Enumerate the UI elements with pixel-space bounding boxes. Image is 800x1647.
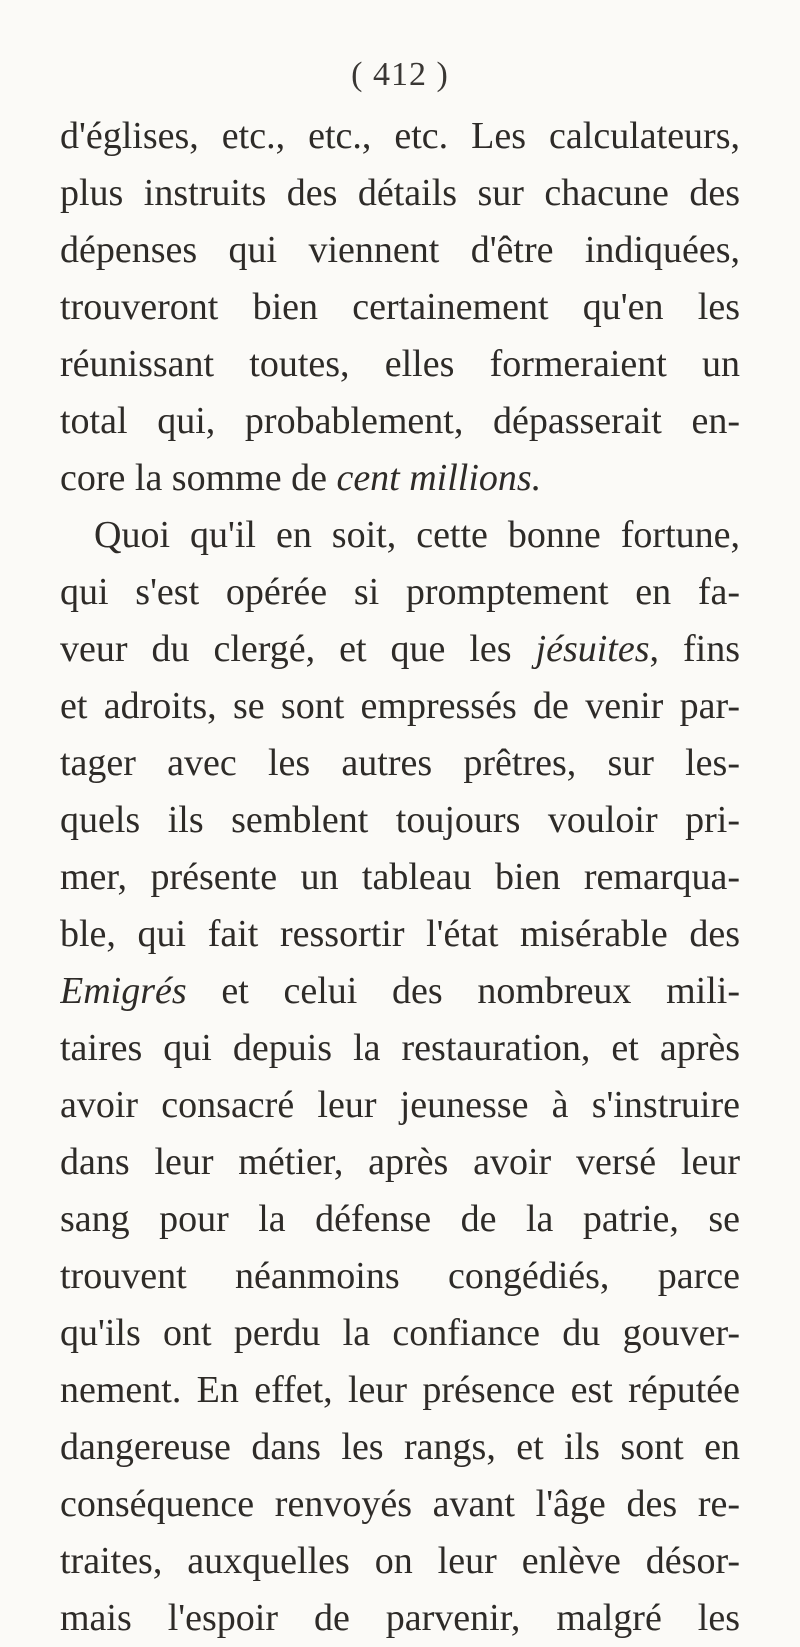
italic-phrase: cent millions.	[336, 457, 542, 499]
text-segment: , fins	[649, 628, 740, 670]
text-line: quels ils semblent toujours vouloir pri-	[60, 799, 740, 841]
text-line: mais l'espoir de parvenir, malgré les	[60, 1597, 740, 1639]
page-number: ( 412 )	[351, 56, 449, 93]
text-line: dépenses qui viennent d'être indiquées,	[60, 229, 740, 271]
text-line: trouvent néanmoins congédiés, parce	[60, 1255, 740, 1297]
text-line: trouveront bien certainement qu'en les	[60, 286, 740, 328]
text-line	[60, 963, 740, 1020]
text-line: taires qui depuis la restauration, et après	[60, 1027, 740, 1069]
text-line: conséquence renvoyés avant l'âge des re-	[60, 1483, 740, 1525]
text-line: dans leur métier, après avoir versé leur	[60, 1141, 740, 1183]
text-line: total qui, probablement, dépasserait en-	[60, 400, 740, 442]
text-line: d'églises, etc., etc., etc. Les calculateurs,	[60, 115, 740, 157]
text-line: réunissant toutes, elles formeraient un	[60, 343, 740, 385]
text-line: nement. En effet, leur présence est réputée	[60, 1369, 740, 1411]
paragraph-start-line: Quoi qu'il en soit, cette bonne fortune,	[94, 514, 740, 556]
text-segment: core la somme de	[60, 457, 327, 499]
body-text	[60, 108, 740, 1647]
text-line: ble, qui fait ressortir l'état misérable des	[60, 913, 740, 955]
text-line: dangereuse dans les rangs, et ils sont en	[60, 1426, 740, 1468]
text-line: tager avec les autres prêtres, sur les-	[60, 742, 740, 784]
text-line: traites, auxquelles on leur enlève désor-	[60, 1540, 740, 1582]
italic-word: Emigrés	[60, 970, 187, 1012]
text-segment: et celui des nombreux mili-	[221, 970, 740, 1012]
italic-word: jésuites	[535, 628, 650, 670]
text-line: mer, présente un tableau bien remarqua-	[60, 856, 740, 898]
text-line: sang pour la défense de la patrie, se	[60, 1198, 740, 1240]
text-line: qui s'est opérée si promptement en fa-	[60, 571, 740, 613]
text-segment: veur du clergé, et que les	[60, 628, 512, 670]
text-line	[60, 450, 740, 507]
text-line: et adroits, se sont empressés de venir par-	[60, 685, 740, 727]
text-line: avoir consacré leur jeunesse à s'instruire	[60, 1084, 740, 1126]
text-line	[60, 621, 740, 678]
text-line: plus instruits des détails sur chacune des	[60, 172, 740, 214]
text-line: qu'ils ont perdu la confiance du gouver-	[60, 1312, 740, 1354]
